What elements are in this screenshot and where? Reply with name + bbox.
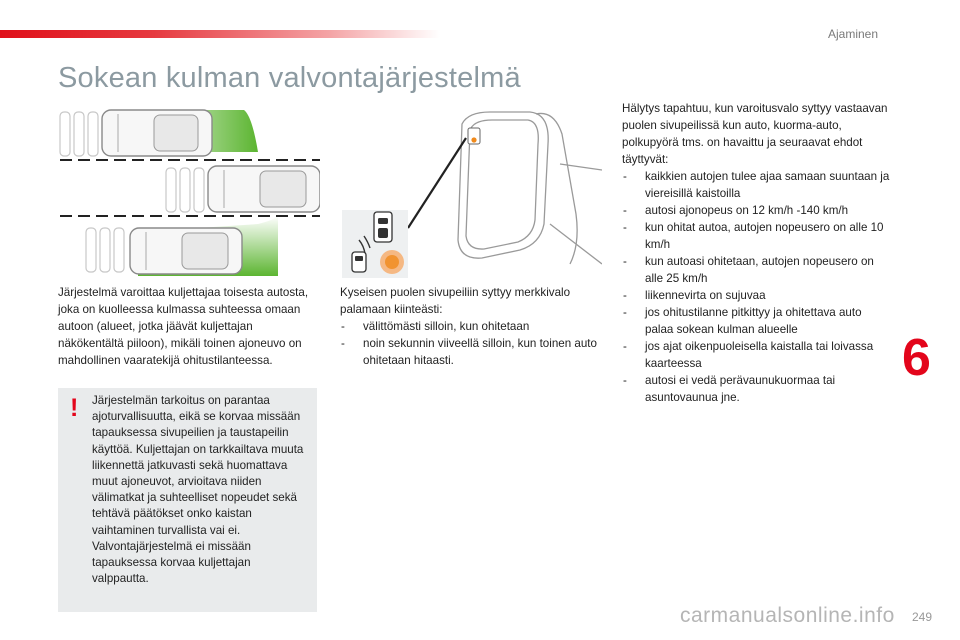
list-item: - autosi ei vedä perävaunukuormaa tai asuntovaunua jne. [622,372,892,406]
list-item: - kun ohitat autoa, autojen nopeusero on alle 10 km/h [622,219,892,253]
intro-column [58,284,316,369]
conditions-list [622,168,892,406]
list-item: - kaikkien autojen tulee ajaa samaan suuntaan ja viereisillä kaistoilla [622,168,892,202]
list-item: - autosi ajonopeus on 12 km/h -140 km/h [622,202,892,219]
mirror-indicator-small [468,128,480,144]
conditions-column [622,100,892,406]
warning-text [92,393,307,587]
blind-spot-cars-illustration [58,104,320,276]
watermark: carmanualsonline.info [680,604,895,627]
indicator-list [340,318,602,369]
warning-paragraph: Järjestelmän tarkoitus on parantaa ajoturvallisuutta, eikä se korvaa missään tapauksessa sivupeilien ja taustapeilin käyttöä. Kuljettajan on tarkkailtava muuta liikennettä jatkuvasti sekä huomattava muut ajoneuvot, arvioitava niiden välimatkat ja suhteelliset nopeudet sekä tehtävä päätökset onko kaistan vaihtaminen turvallista vai ei. [92,394,304,537]
car-lower [130,228,242,274]
conditions-intro: Hälytys tapahtuu, kun varoitusvalo syttyy vastaavan puolen sivupeilissä kun auto, kuorma-auto, polkupyörä tms. on havaittu ja seuraavat ehdot täyttyvät: [622,102,888,166]
list-item: - välittömästi silloin, kun ohitetaan [340,318,602,335]
page-title: Sokean kulman valvontajärjestelmä [58,62,521,94]
indicator-column [340,284,602,369]
car-upper [102,110,212,156]
page-number: 249 [912,610,933,624]
list-item: - jos ajat oikenpuoleisella kaistalla tai loivassa kaarteessa [622,338,892,372]
list-item: - kun autoasi ohitetaan, autojen nopeusero on alle 25 km/h [622,253,892,287]
list-item: - noin sekunnin viiveellä silloin, kun toinen auto ohitetaan hitaasti. [340,335,602,369]
indicator-intro: Kyseisen puolen sivupeiliin syttyy merkkivalo palamaan kiinteästi: [340,286,571,316]
warning-paragraph: Valvontajärjestelmä ei missään tapauksessa korvaa kuljettajan valppautta. [92,539,251,586]
exclamation-icon: ! [70,394,79,422]
mirror-indicator-illustration [340,104,602,278]
car-middle [208,166,320,212]
list-item: - liikennevirta on sujuvaa [622,287,892,304]
chapter-number: 6 [902,329,931,387]
header-accent-bar [0,30,440,38]
section-label: Ajaminen [828,27,879,41]
indicator-zoom-inset [342,210,408,278]
list-item: - jos ohitustilanne pitkittyy ja ohitettava auto palaa sokean kulman alueelle [622,304,892,338]
intro-paragraph: Järjestelmä varoittaa kuljettajaa toisesta autosta, joka on kuolleessa kulmassa suhteessa omaan autoon (alueet, jotka jäävät kuljettajan näkökentältä piiloon), mikäli toinen ajoneuvo on mahdollinen vaaratekijä ohitustilanteessa. [58,286,309,367]
warning-box [58,388,317,612]
